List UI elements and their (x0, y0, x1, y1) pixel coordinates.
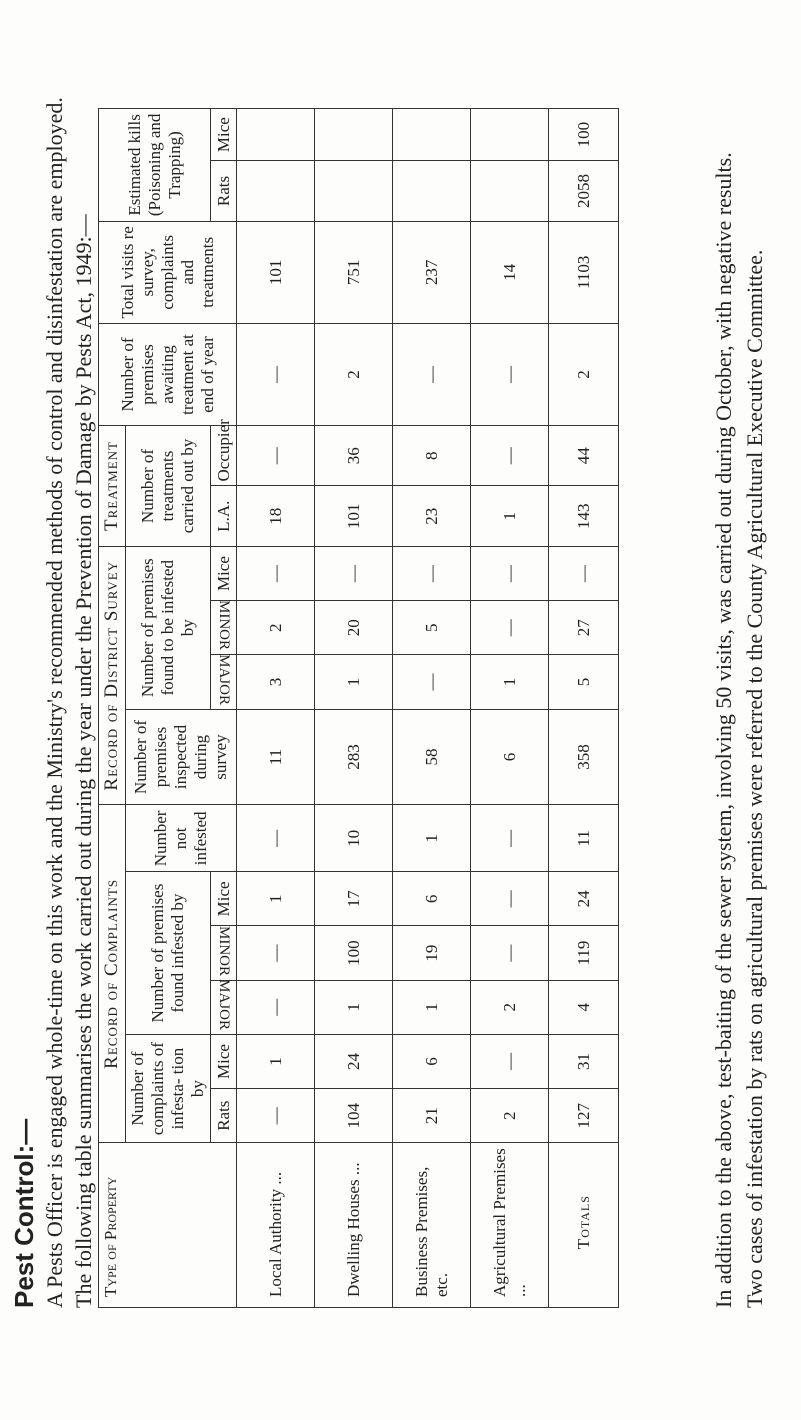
cell: 23 (393, 486, 471, 546)
pest-control-table (98, 108, 619, 1308)
cell: — (471, 926, 549, 980)
cell: 1 (393, 805, 471, 872)
cell: 14 (471, 221, 549, 323)
cell: 1 (237, 872, 315, 926)
survey-rats-minor-header (211, 601, 237, 655)
cell: 6 (393, 872, 471, 926)
page-heading: Pest Control:— (9, 1118, 39, 1308)
cell: 10 (315, 805, 393, 872)
cell: 1 (471, 486, 549, 546)
cell (471, 109, 549, 161)
cell: 6 (471, 709, 549, 805)
cell: — (393, 323, 471, 425)
cell: — (471, 1034, 549, 1088)
cell: — (471, 426, 549, 486)
cell: — (471, 872, 549, 926)
cell: 5 (393, 601, 471, 655)
header-row-1 (99, 109, 126, 1308)
total-cell: 1103 (549, 221, 619, 323)
row-label: Business Premises, etc. (393, 1143, 471, 1308)
cell: 6 (393, 1034, 471, 1088)
total-cell: 31 (549, 1034, 619, 1088)
occupier-header: Occupier (211, 426, 237, 486)
cell: — (237, 805, 315, 872)
major-label: MAJOR (216, 979, 232, 1030)
cell: — (471, 323, 549, 425)
intro-line-2: The following table summarises the work carried out during the year under the Prevention of Damage by Pests Act, 1949:— (71, 214, 96, 1308)
total-visits-header: Total visits re survey, complaints and treatments (99, 221, 237, 323)
total-cell: 44 (549, 426, 619, 486)
treatments-by-header: Number of treatments carried out by (126, 426, 211, 547)
cell: 17 (315, 872, 393, 926)
not-infested-header: Number not infested (126, 805, 237, 872)
cell (471, 161, 549, 221)
treatment-header: Treatment (99, 426, 126, 547)
found-mice-header: Mice (211, 872, 237, 926)
footnote-2: Two cases of infestation by rats on agricultural premises were referred to the County Agricultural Executive Committee. (742, 249, 767, 1308)
cell: 20 (315, 601, 393, 655)
total-cell: 143 (549, 486, 619, 546)
row-label: Agricultural Premises ... (471, 1143, 549, 1308)
totals-row (549, 109, 619, 1308)
cell: 101 (315, 486, 393, 546)
cell: 237 (393, 221, 471, 323)
cell: — (471, 805, 549, 872)
record-of-district-survey-header: Record of District Survey (99, 546, 126, 805)
found-rats-major-header (211, 980, 237, 1034)
row-label: Local Authority ... (237, 1143, 315, 1308)
la-header: L.A. (211, 486, 237, 546)
row-label: Dwelling Houses ... (315, 1143, 393, 1308)
header-block (8, 38, 98, 1308)
cell: 104 (315, 1089, 393, 1143)
total-cell: 4 (549, 980, 619, 1034)
cell: 19 (393, 926, 471, 980)
cell: — (237, 926, 315, 980)
record-of-complaints-header: Record of Complaints (99, 805, 126, 1143)
cell: 751 (315, 221, 393, 323)
cell: 8 (393, 426, 471, 486)
premises-inspected-header: Number of premises inspected during survey (126, 709, 237, 805)
cell: — (471, 546, 549, 600)
total-cell: — (549, 546, 619, 600)
complaints-rats-header: Rats (211, 1089, 237, 1143)
total-cell: 2 (549, 323, 619, 425)
survey-mice-header: Mice (211, 546, 237, 600)
table-row (471, 109, 549, 1308)
cell: 24 (315, 1034, 393, 1088)
major-label: MAJOR (216, 653, 232, 705)
kills-rats-header: Rats (211, 161, 237, 221)
cell: 3 (237, 655, 315, 709)
complaints-number-header: Number of complaints of infesta- tion by (126, 1034, 211, 1142)
total-cell: 100 (549, 109, 619, 161)
total-cell: 11 (549, 805, 619, 872)
cell: 1 (315, 980, 393, 1034)
complaints-mice-header: Mice (211, 1034, 237, 1088)
cell: 2 (237, 601, 315, 655)
intro-line-1: A Pests Officer is engaged whole-time on this work and the Ministry's recommended methods of control and disinfestation are employed. (42, 97, 67, 1308)
cell: — (237, 980, 315, 1034)
cell: 1 (471, 655, 549, 709)
cell: — (237, 426, 315, 486)
minor-label: MINOR (216, 925, 232, 976)
cell (393, 161, 471, 221)
cell: — (471, 601, 549, 655)
cell: 58 (393, 709, 471, 805)
cell: — (393, 655, 471, 709)
cell (237, 161, 315, 221)
cell: 36 (315, 426, 393, 486)
cell: 18 (237, 486, 315, 546)
footnotes (708, 28, 770, 1308)
cell: 283 (315, 709, 393, 805)
estimated-kills-header: Estimated kills (Poisoning and Trapping) (99, 109, 211, 222)
cell: 2 (471, 1089, 549, 1143)
table-row (237, 109, 315, 1308)
total-cell: 27 (549, 601, 619, 655)
table-row (315, 109, 393, 1308)
complaints-found-infested-header: Number of premises found infested by (126, 872, 211, 1035)
cell: — (237, 323, 315, 425)
cell (237, 109, 315, 161)
total-cell: 24 (549, 872, 619, 926)
total-cell: 358 (549, 709, 619, 805)
cell: 1 (393, 980, 471, 1034)
cell: — (237, 1089, 315, 1143)
cell: 2 (315, 323, 393, 425)
total-cell: 5 (549, 655, 619, 709)
cell: 100 (315, 926, 393, 980)
kills-mice-header: Mice (211, 109, 237, 161)
awaiting-treatment-header: Number of premises awaiting treatment at end of year (99, 323, 237, 425)
cell (315, 161, 393, 221)
table-row (393, 109, 471, 1308)
cell: — (315, 546, 393, 600)
footnote-1: In addition to the above, test-baiting of the sewer system, involving 50 visits, was carried out during October, with negative results. (711, 152, 736, 1308)
cell: — (393, 546, 471, 600)
found-rats-minor-header (211, 926, 237, 980)
cell (393, 109, 471, 161)
cell: 11 (237, 709, 315, 805)
cell: 2 (471, 980, 549, 1034)
type-of-property-header: Type of Property (99, 1143, 237, 1308)
minor-label: MINOR (216, 600, 232, 651)
cell: 1 (315, 655, 393, 709)
survey-rats-major-header (211, 655, 237, 709)
total-cell: 2058 (549, 161, 619, 221)
cell (315, 109, 393, 161)
survey-found-infested-header: Number of premises found to be infested by (126, 546, 211, 709)
totals-label: Totals (549, 1143, 619, 1308)
cell: 21 (393, 1089, 471, 1143)
cell: 1 (237, 1034, 315, 1088)
cell: — (237, 546, 315, 600)
total-cell: 127 (549, 1089, 619, 1143)
total-cell: 119 (549, 926, 619, 980)
cell: 101 (237, 221, 315, 323)
